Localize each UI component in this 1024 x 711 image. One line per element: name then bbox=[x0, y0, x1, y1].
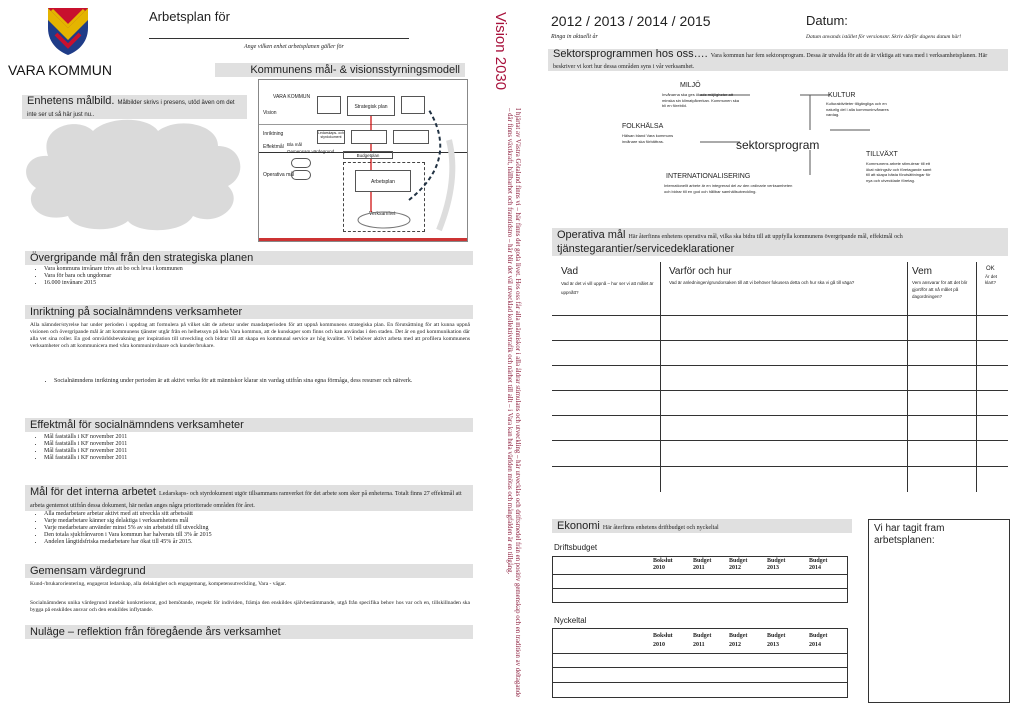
operativa-header bbox=[552, 228, 1008, 256]
internt-title: Mål för det interna arbetet bbox=[30, 486, 156, 498]
logo-text: VARA KOMMUN bbox=[8, 62, 112, 78]
col-vem-header: Vem bbox=[912, 266, 933, 277]
list-item: • 16.000 invånare 2015 bbox=[44, 280, 460, 287]
sektor-folkhalsa-text: Hälsan bland Vara kommuns invånare ska förbättras. bbox=[622, 133, 674, 144]
malbild-title: Enhetens målbild. bbox=[27, 95, 115, 107]
datum-hint: Datum anvands istället för versionsnr. Skriv därför dagens datum här! bbox=[806, 34, 962, 40]
sektor-center: sektorsprogram bbox=[736, 138, 820, 152]
model-vision-label: Vision bbox=[263, 110, 277, 116]
sektor-folkhalsa-title: FOLKHÄLSA bbox=[622, 123, 664, 130]
sektor-title: Sektorsprogrammen hos oss…. bbox=[553, 48, 708, 60]
list-item: • Vara för bara och ungdomar bbox=[44, 273, 460, 280]
tagit-box[interactable] bbox=[868, 519, 1010, 703]
operativa-text: Här återfinns enhetens operativa mål, vilka ska bidra till att uppfylla kommunens övergripande mål, effektmål och bbox=[628, 234, 903, 240]
col-vad-desc: Vad är det vi vill uppnå – hur ser vi att målet är uppnått? bbox=[561, 281, 654, 295]
sektor-text: Vara kommun har fem sektorsprogram. Dessa är utvalda för att de är viktiga att vara med i verksamhetsplanen. Här beskriver vi kort hur dessa områden syns i vår verksamhet. bbox=[553, 53, 988, 70]
nyckel-col-4: Budget 2014 bbox=[809, 633, 828, 648]
nyckel-col-0: Bokslut 2010 bbox=[653, 633, 673, 648]
col-ok-header: OK bbox=[986, 266, 995, 272]
list-item: • Mål fastställs i KF november 2011 bbox=[44, 448, 460, 455]
model-budget-box: Budgetplan bbox=[343, 151, 393, 159]
list-item: • Socialnämndens inriktning under perioden är att aktivt verka för att människor klarar sin vardag utifrån sina egna förmåga, dess resurser och nätverk. bbox=[54, 378, 470, 385]
model-ledarskap-box: Ledarskaps- och styrdokument bbox=[317, 130, 345, 144]
nyckel-col-2: Budget 2012 bbox=[729, 633, 748, 648]
ekonomi-title: Ekonomi bbox=[557, 520, 600, 532]
sektor-kultur-title: KULTUR bbox=[828, 92, 856, 99]
inriktning-header: Inriktning på socialnämndens verksamheter bbox=[25, 305, 473, 319]
model-arbetsplan-box: Arbetsplan bbox=[355, 170, 411, 192]
vision-text: I hjärtat av Västra Götaland finns vi – här finns det goda livet. Hos oss får alla människor i alla åldrar stimulans och utveckling – här utvecklas och driftsmedel från en positiv gemenskap och en tradition av deltagande – där finns växtkraft, hållbarhet och framtidstro – här blir det väl utvecklad kollektivtrafik och närhet till allt – i Vara kan hela världen mötas och mångfalden är en tillgång. bbox=[506, 108, 521, 698]
nyckel-label: Nyckeltal bbox=[554, 616, 587, 625]
nulage-header: Nuläge – reflektion från föregående års verksamhet bbox=[25, 625, 473, 639]
inriktning-text: Alla nämnder/styrelse har under perioden i uppdrag att formulera på vilket sätt de arbetar under mandatperioden för att uppnå kommunens strategiska plan. En förutsättning för att kunna uppnå visionen och övergripande mål är att kommunens tjänster utgår från en helhetssyn på hela Vara kommun, att de kunskaper som finns och kan användas i den staden. Det är en god kommunikation där alla vet sina roller. En god omvärldsbevakning ger inspiration till utveckling och bidrar till att skapa en kommunal service av hög kvalitet. Vi behöver aktivt arbeta med att profilera kommunens verksamheter och att kommunicera med våra kommuninvånare och kunder/brukare. bbox=[30, 322, 470, 349]
malbild-cloud bbox=[18, 116, 248, 236]
years[interactable]: 2012 / 2013 / 2014 / 2015 bbox=[551, 13, 711, 29]
model-strategic-box: Strategisk plan bbox=[347, 96, 395, 116]
inriktning-list bbox=[40, 378, 470, 385]
header-title: Arbetsplan för bbox=[149, 9, 230, 24]
vision-title: Vision 2030 bbox=[492, 12, 509, 91]
tagit-text: Vi har tagit fram arbetsplanen: bbox=[874, 523, 945, 546]
datum-label: Datum: bbox=[806, 13, 848, 28]
sektor-miljo-title: MILJÖ bbox=[680, 82, 701, 89]
col-varfor-desc: Vad är anledningen/grundorsaken till att vi behöver fokusera detta och hur ska vi gå till väga? bbox=[669, 280, 855, 285]
vardegrund-text-2: Socialnämndens unika värdegrund innebär konkretiserat, god bemötande, respekt för individen, främja den enskildes självbestämmande, utgå från specifika behov hos var och en, tillskillnaden ska bygga på enskildes ansvar och den enskildes inflytande. bbox=[30, 600, 470, 613]
list-item: • Vara kommuns invånare trivs att bo och leva i kommunen bbox=[44, 266, 460, 273]
list-item: • Mål fastställs i KF november 2011 bbox=[44, 434, 460, 441]
unit-line bbox=[149, 38, 409, 39]
model-title: Kommunens mål- & visionsstyrningsmodell bbox=[215, 63, 465, 77]
internt-intro: Ledarskaps- och styrdokument utgör tillsammans ramverket för det arbete som sker på enheterna. Totalt finns 27 effektmål att arbeta gentemot utifrån dessa dokument, här nedan anges några prioriterade områden för året. bbox=[30, 491, 462, 509]
internt-list bbox=[30, 511, 460, 546]
col-vad-header: Vad bbox=[561, 266, 579, 277]
sektor-intl-title: INTERNATIONALISERING bbox=[666, 173, 751, 180]
unit-hint: Ange vilken enhet arbetsplanen gäller för bbox=[244, 44, 344, 50]
model-side-1: Bla mål bbox=[287, 142, 303, 147]
col-ok-desc: Är det klart? bbox=[985, 274, 998, 285]
nyckel-table bbox=[552, 628, 848, 698]
drift-col-3: Budget 2013 bbox=[767, 558, 786, 571]
col-vem-desc: Vem ansvarar för att det blir gjort/för att nå målet på dagordningen? bbox=[912, 280, 968, 299]
list-item: • Den totala sjukfrånvaron i Vara kommun har halverats till 3% år 2015 bbox=[44, 532, 460, 539]
list-item: • Varje medarbetare använder minst 5% av sin arbetstid till utveckling bbox=[44, 525, 460, 532]
years-hint: Ringa in aktuellt år bbox=[551, 34, 598, 40]
drift-col-1: Budget 2011 bbox=[693, 558, 712, 571]
list-item: • Mål fastställs i KF november 2011 bbox=[44, 441, 460, 448]
effektmal-list bbox=[30, 434, 460, 462]
sektor-tillvaxt-title: TILLVÄXT bbox=[866, 151, 898, 158]
drift-table bbox=[552, 556, 848, 603]
vardegrund-header: Gemensam värdegrund bbox=[25, 564, 473, 578]
model-inriktning-label: Inriktning bbox=[263, 131, 284, 137]
overgripande-header: Övergripande mål från den strategiska planen bbox=[25, 251, 473, 265]
vardegrund-text-1: Kund-/brukarorientering, engagerat ledarskap, alla delaktighet och engagemang, kompetensutveckling, Vara - vägar. bbox=[30, 581, 287, 587]
ekonomi-text: Här återfinns enhetens driftbudget och nyckeltal bbox=[602, 525, 719, 531]
nyckel-col-3: Budget 2013 bbox=[767, 633, 786, 648]
operativa-title: Operativa mål bbox=[557, 229, 626, 241]
operativa-subtitle: tjänstegarantier/servicedeklarationer bbox=[557, 243, 735, 255]
model-logo: VARA KOMMUN bbox=[273, 94, 311, 100]
drift-label: Driftsbudget bbox=[554, 543, 598, 552]
nyckel-col-1: Budget 2011 bbox=[693, 633, 712, 648]
sektor-miljo-text: Invånarna ska ges ökade möjligheter att minska sin klimatpåverkan. Kommunen ska bli en förebild. bbox=[662, 92, 739, 108]
list-item: • Varje medarbetare känner sig delaktiga i verksamhetens mål bbox=[44, 518, 460, 525]
shield-icon bbox=[46, 6, 90, 56]
drift-col-4: Budget 2014 bbox=[809, 558, 828, 571]
operativa-table bbox=[552, 262, 1008, 492]
sektor-kultur-text: Kulturaktiviteter tillgängliga och en naturlig del i alla kommuninvånares vardag. bbox=[826, 101, 889, 117]
model-side-3: Gemensam värdegrund bbox=[287, 149, 335, 154]
sektor-intl-text: Internationellt arbete är en integrerad del av den ordinarie verksamheten och bidrar till en god och hållbar samhällsutveckling. bbox=[664, 183, 793, 194]
list-item: • Mål fastställs i KF november 2011 bbox=[44, 455, 460, 462]
sektor-header bbox=[548, 49, 1008, 71]
effektmal-header: Effektmål för socialnämndens verksamheter bbox=[25, 418, 473, 432]
vara-logo bbox=[8, 6, 128, 78]
malbild-text: Målbilder skrivs i presens, utöd även om det inte ser ut så här just nu.. bbox=[27, 100, 235, 118]
list-item: • Alla medarbetare arbetar aktivt med att utveckla sitt arbetssätt bbox=[44, 511, 460, 518]
drift-col-2: Budget 2012 bbox=[729, 558, 748, 571]
list-item: • Andelen långtidsfriska medarbetare har ökat till 45% år 2015. bbox=[44, 539, 460, 546]
model-diagram bbox=[258, 79, 468, 242]
ekonomi-header bbox=[552, 519, 852, 533]
drift-col-0: Bokslut 2010 bbox=[653, 558, 673, 571]
model-verksamhet-label: Verksamhet bbox=[369, 211, 396, 217]
internt-header bbox=[25, 485, 473, 511]
sektor-tillvaxt-text: Kommunens arbete stimulerar till ett ökat näringsliv och företagande samt till att skapa bästa förutsättningar för nya och utvecklade företag. bbox=[866, 161, 932, 183]
overgripande-list bbox=[30, 266, 460, 287]
model-effektmal-label: Effektmål bbox=[263, 144, 284, 150]
model-operativa-label: Operativa mål bbox=[263, 172, 295, 178]
col-varfor-header: Varför och hur bbox=[669, 266, 732, 277]
